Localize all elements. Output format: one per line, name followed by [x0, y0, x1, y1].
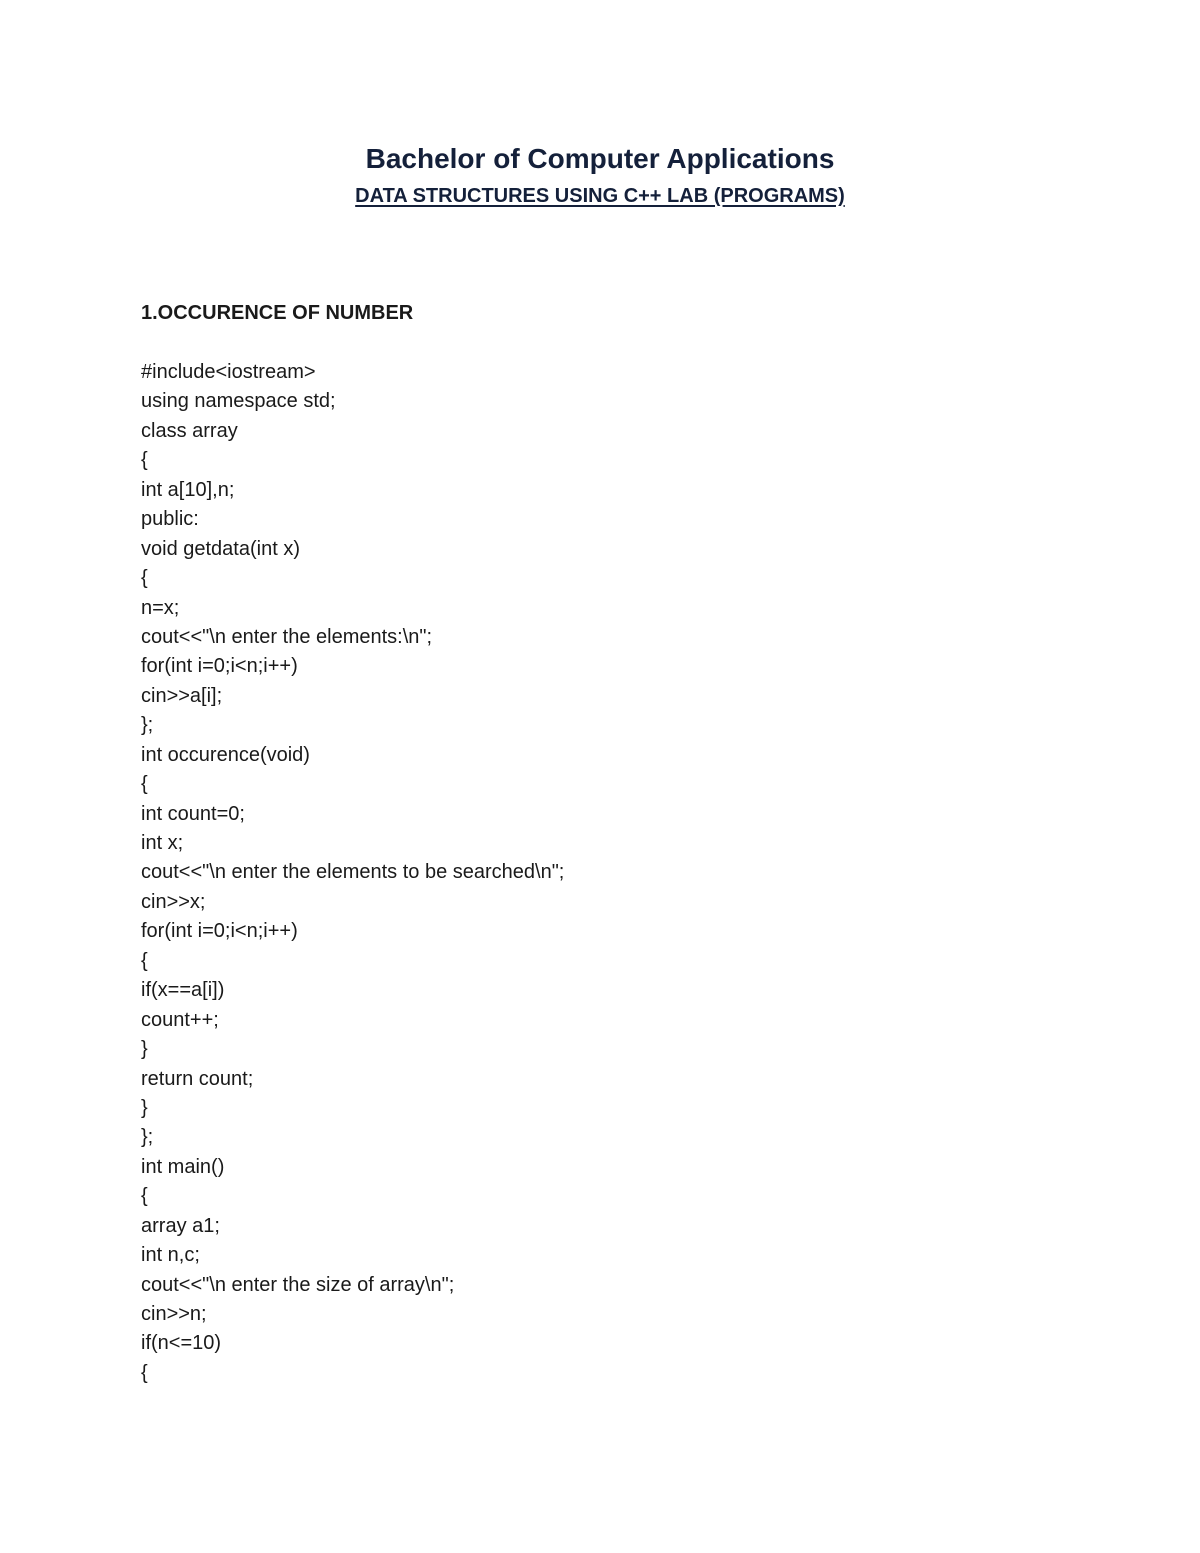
code-line: array a1; — [141, 1214, 220, 1237]
code-line: for(int i=0;i<n;i++) — [141, 655, 298, 678]
code-line: } — [141, 1096, 148, 1119]
code-line: if(n<=10) — [141, 1332, 222, 1355]
code-line: int x; — [141, 832, 184, 854]
code-line: using namespace std; — [141, 390, 336, 413]
code-line: int occurence(void) — [141, 743, 310, 766]
code-line: }; — [141, 1126, 154, 1149]
code-line: cin>>a[i]; — [141, 684, 223, 707]
code-line: { — [141, 567, 148, 590]
code-listing — [141, 358, 564, 1388]
code-line: cout<<"\n enter the size of array\n"; — [141, 1273, 455, 1296]
code-line: if(x==a[i]) — [141, 979, 225, 1002]
code-line: cout<<"\n enter the elements to be searched\n"; — [141, 861, 565, 884]
code-line: { — [141, 449, 148, 472]
code-line: int n,c; — [141, 1244, 200, 1267]
code-line: for(int i=0;i<n;i++) — [141, 920, 298, 943]
code-line: { — [141, 1185, 148, 1208]
code-line: count++; — [141, 1008, 219, 1031]
code-line: return count; — [141, 1067, 254, 1090]
code-line: int main() — [141, 1155, 225, 1178]
code-line: cout<<"\n enter the elements:\n"; — [141, 625, 433, 648]
code-line: cin>>x; — [141, 890, 206, 913]
code-line: } — [141, 1038, 148, 1061]
code-line: int a[10],n; — [141, 478, 235, 501]
code-line: #include<iostream> — [141, 361, 316, 383]
code-line: { — [141, 773, 148, 796]
code-line: { — [141, 949, 148, 972]
section-heading: 1.OCCURENCE OF NUMBER — [141, 302, 414, 324]
code-line: cin>>n; — [141, 1303, 207, 1325]
document-subtitle: DATA STRUCTURES USING C++ LAB (PROGRAMS) — [355, 185, 845, 207]
code-line: void getdata(int x) — [141, 537, 300, 560]
document-title: Bachelor of Computer Applications — [365, 143, 835, 174]
code-line: n=x; — [141, 596, 180, 619]
code-line: class array — [141, 419, 238, 442]
code-line: public: — [141, 508, 199, 531]
code-line: { — [141, 1361, 148, 1384]
code-line: int count=0; — [141, 802, 245, 825]
code-line: }; — [141, 714, 154, 737]
